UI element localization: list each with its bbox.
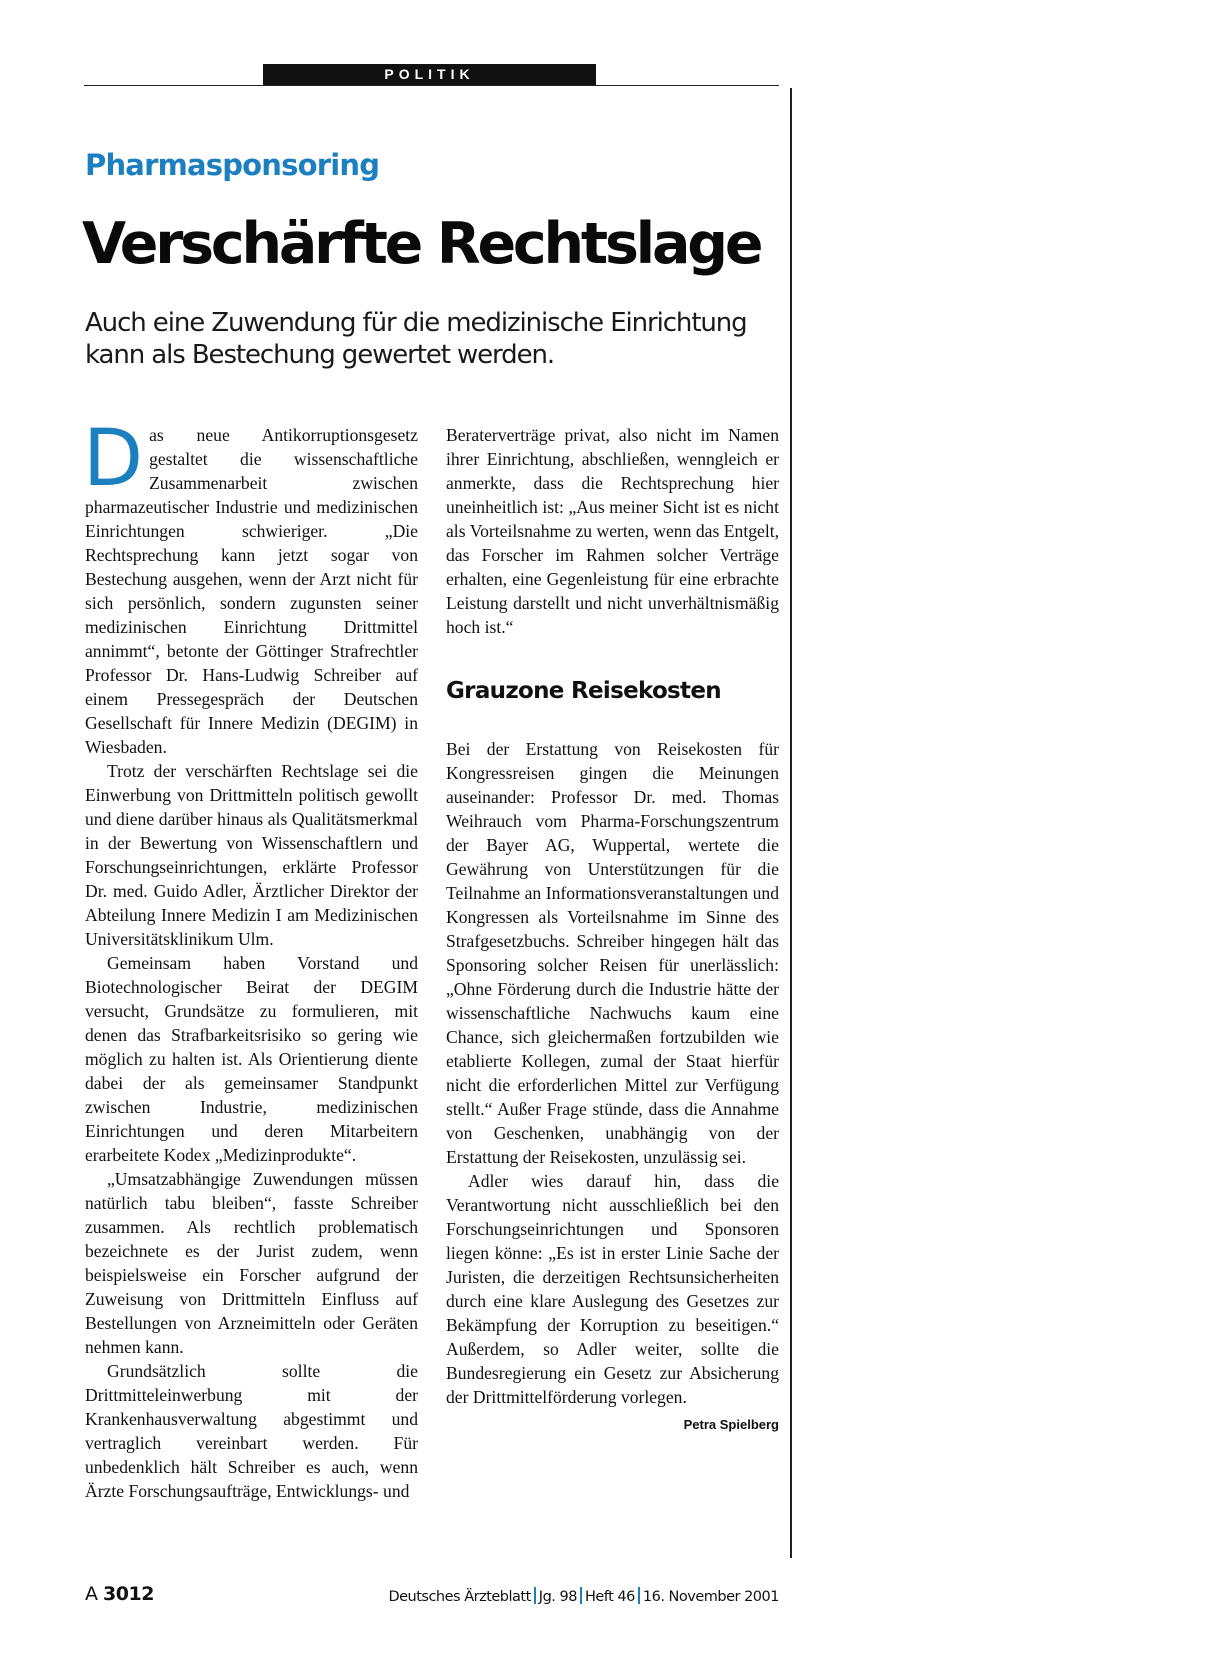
article-kicker: Pharmasponsoring xyxy=(85,148,380,182)
article-paragraph: „Umsatzabhängige Zuwendungen müssen natürlich tabu bleiben“, fasste Schreiber zusammen. Als rechtlich problematisch bezeichnete es der Jurist zudem, wenn beispielsweise ein Forscher aufgrund der Zuweisung von Drittmitteln Einfluss auf Bestellungen von Arzneimitteln oder Geräten nehmen kann. xyxy=(85,1169,418,1357)
journal-issue: Heft 46 xyxy=(584,1589,635,1605)
article-paragraph: Trotz der verschärften Rechtslage sei die Einwerbung von Drittmitteln politisch gewollt und diene darüber hinaus als Qualitätsmerkmal in der Bewertung von Wissenschaftlern und Forschungseinrichtungen, erklärte Professor Dr. med. Guido Adler, Ärztlicher Direktor der Abteilung Innere Medizin I am Medizinischen Universitätsklinikum Ulm. xyxy=(85,761,418,949)
journal-volume: Jg. 98 xyxy=(538,1589,577,1605)
author-byline: Petra Spielberg xyxy=(683,1417,779,1432)
article-paragraph xyxy=(83,414,418,759)
article-column-right xyxy=(446,423,779,1437)
article-paragraph: Beraterverträge privat, also nicht im Namen ihrer Einrichtung, abschließen, wenngleich er anmerkte, dass die Rechtsprechung hier uneinheitlich ist: „Aus meiner Sicht ist es nicht als Vorteilsnahme zu werten, wenn das Entgelt, das Forscher im Rahmen solcher Verträge erhalten, eine Gegenleistung für eine erbrachte Leistung darstellt und nicht unverhältnismäßig hoch ist.“ xyxy=(446,425,779,637)
section-tag: POLITIK xyxy=(263,64,596,85)
footer-separator xyxy=(534,1587,536,1604)
journal-footer xyxy=(388,1587,779,1605)
article-paragraph: Bei der Erstattung von Reisekosten für Kongressreisen gingen die Meinungen auseinander: Professor Dr. med. Thomas Weihrauch vom Pharma-Forschungszentrum der Bayer AG, Wuppertal, wertete die Gewährung von Unterstützungen für die Teilnahme an Informationsveranstaltungen und Kongressen als Vorteilsnahme im Sinne des Strafgesetzbuchs. Schreiber hingegen hält das Sponsoring solcher Reisen für unerlässlich: „Ohne Förderung durch die Industrie hätte der wissenschaftliche Nachwuchs kaum eine Chance, sich gleichermaßen fortzubilden wie etablierte Kollegen, zumal der Staat hierfür nicht die erforderlichen Mittel zur Verfügung stellt.“ Außer Frage stünde, dass die Annahme von Geschenken, unabhängig von der Erstattung der Reisekosten, unzulässig sei. xyxy=(446,739,779,1167)
journal-name: Deutsches Ärzteblatt xyxy=(388,1589,531,1605)
article-subhead: Grauzone Reisekosten xyxy=(446,678,721,704)
article-subtitle: Auch eine Zuwendung für die medizinische Einrichtung kann als Bestechung gewertet werden. xyxy=(85,308,747,370)
footer-separator xyxy=(638,1587,640,1604)
drop-cap: D xyxy=(83,414,144,504)
column-divider xyxy=(790,88,792,1558)
article-headline: Verschärfte Rechtslage xyxy=(82,211,761,277)
paragraph-text: Adler wies darauf hin, dass die Verantwortung nicht ausschließlich bei den Forschungseinrichtungen und Sponsoren liegen könne: „Es ist in erster Linie Sache der Juristen, die derzeitigen Rechtsunsicherheiten durch eine klare Auslegung des Gesetzes zur Bekämpfung der Korruption zu beseitigen.“ Außerdem, so Adler weiter, sollte die Bundesregierung ein Gesetz zur Absicherung der Drittmittelförderung vorlegen. xyxy=(446,1171,779,1407)
page-number xyxy=(85,1583,154,1605)
paragraph-text: as neue Antikorruptionsgesetz gestaltet die wissenschaftliche Zusammenarbeit zwischen pharmazeutischer Industrie und medizinischen Einrichtungen schwieriger. „Die Rechtsprechung kann jetzt sogar von Bestechung ausgehen, wenn der Arzt nicht für sich persönlich, sondern zugunsten seiner medizinischen Einrichtung Drittmittel annimmt“, betonte der Göttinger Strafrechtler Professor Dr. Hans-Ludwig Schreiber auf einem Pressegespräch der Deutschen Gesellschaft für Innere Medizin (DEGIM) in Wiesbaden. xyxy=(85,425,418,757)
section-rule xyxy=(84,85,779,86)
journal-date: 16. November 2001 xyxy=(642,1589,779,1605)
article-paragraph xyxy=(446,1169,779,1432)
footer-separator xyxy=(580,1587,582,1604)
page-prefix: A xyxy=(85,1583,98,1605)
article-paragraph: Grundsätzlich sollte die Drittmitteleinwerbung mit der Krankenhausverwaltung abgestimmt und vertraglich vereinbart werden. Für unbedenklich hält Schreiber es auch, wenn Ärzte Forschungsaufträge, Entwicklungs- und xyxy=(85,1361,418,1501)
article-paragraph: Gemeinsam haben Vorstand und Biotechnologischer Beirat der DEGIM versucht, Grundsätze zu formulieren, mit denen das Strafbarkeitsrisiko so gering wie möglich zu halten ist. Als Orientierung diente dabei der als gemeinsamer Standpunkt zwischen Industrie, medizinischen Einrichtungen und deren Mitarbeitern erarbeitete Kodex „Medizinprodukte“. xyxy=(85,953,418,1165)
article-column-left xyxy=(83,414,418,1503)
page-number-value: 3012 xyxy=(103,1583,154,1605)
